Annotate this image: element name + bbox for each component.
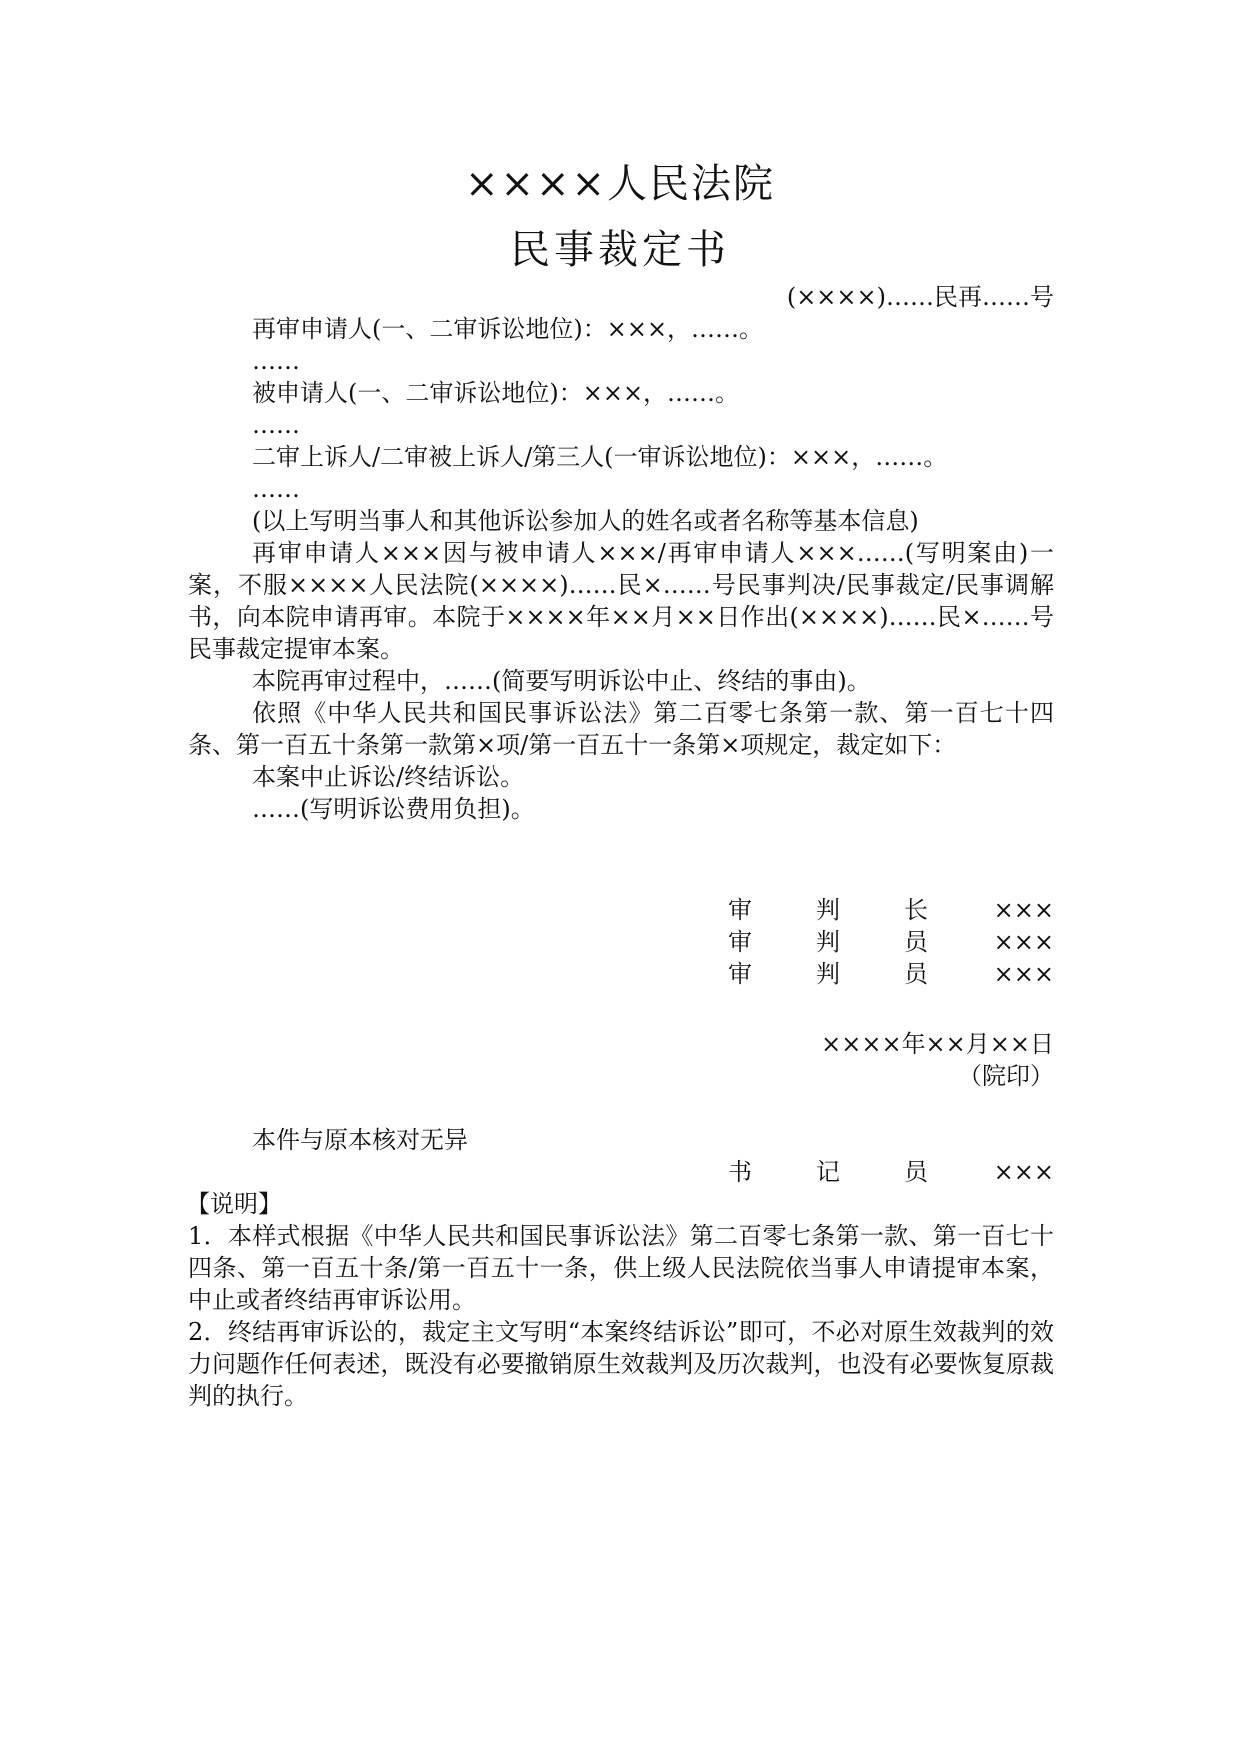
party-ellipsis: …… (252, 475, 300, 503)
notes-item: 2．终结再审诉讼的，裁定主文写明“本案终结诉讼”即可，不必对原生效裁判的效力问题作任何表述，既没有必要撤销原生效裁判及历次裁判，也没有必要恢复原裁判的执行。 (188, 1318, 1054, 1410)
party-applicant: 再审申请人(一、二审诉讼地位)：×××，……。 (252, 315, 764, 343)
case-number: (××××)……民再……号 (786, 283, 1054, 311)
body-paragraph-costs: ……(写明诉讼费用负担)。 (252, 795, 535, 823)
signature-judge: 审 判 员 ××× (728, 928, 1054, 956)
ruling-date: ××××年××月××日 (821, 1030, 1054, 1058)
body-paragraph-legal-basis: 依照《中华人民共和国民事诉讼法》第二百零七条第一款、第一百七十四条、第一百五十条第一款第×项/第一百五十一条第×项规定，裁定如下： (188, 699, 1054, 759)
verification-note: 本件与原本核对无异 (252, 1126, 468, 1154)
document-title: 民事裁定书 (510, 227, 730, 273)
party-ellipsis: …… (252, 347, 300, 375)
court-seal: （院印） (958, 1062, 1054, 1090)
signature-clerk: 书 记 员 ××× (728, 1158, 1054, 1186)
signature-presiding-judge: 审 判 长 ××× (728, 896, 1054, 924)
body-paragraph-ruling: 本案中止诉讼/终结诉讼。 (252, 763, 525, 791)
body-paragraph-case: 再审申请人×××因与被申请人×××/再审申请人×××……(写明案由)一案，不服××××人民法院(××××)……民×……号民事判决/民事裁定/民事调解书，向本院申请再审。本院于××××年××月××日作出(××××)……民×……号民事裁定提审本案。 (188, 539, 1054, 663)
party-ellipsis: …… (252, 411, 300, 439)
body-paragraph-reason: 本院再审过程中，……(简要写明诉讼中止、终结的事由)。 (252, 667, 871, 695)
court-name: ××××人民法院 (464, 161, 776, 207)
notes-item: 1．本样式根据《中华人民共和国民事诉讼法》第二百零七条第一款、第一百七十四条、第一百五十条/第一百五十一条，供上级人民法院依当事人申请提审本案，中止或者终结再审诉讼用。 (188, 1222, 1054, 1314)
notes-heading: 【说明】 (186, 1190, 282, 1218)
party-respondent: 被申请人(一、二审诉讼地位)：×××，……。 (252, 379, 740, 407)
signature-judge: 审 判 员 ××× (728, 960, 1054, 988)
party-other: 二审上诉人/二审被上诉人/第三人(一审诉讼地位)：×××，……。 (252, 443, 948, 471)
party-note: (以上写明当事人和其他诉讼参加人的姓名或者名称等基本信息) (252, 507, 919, 535)
